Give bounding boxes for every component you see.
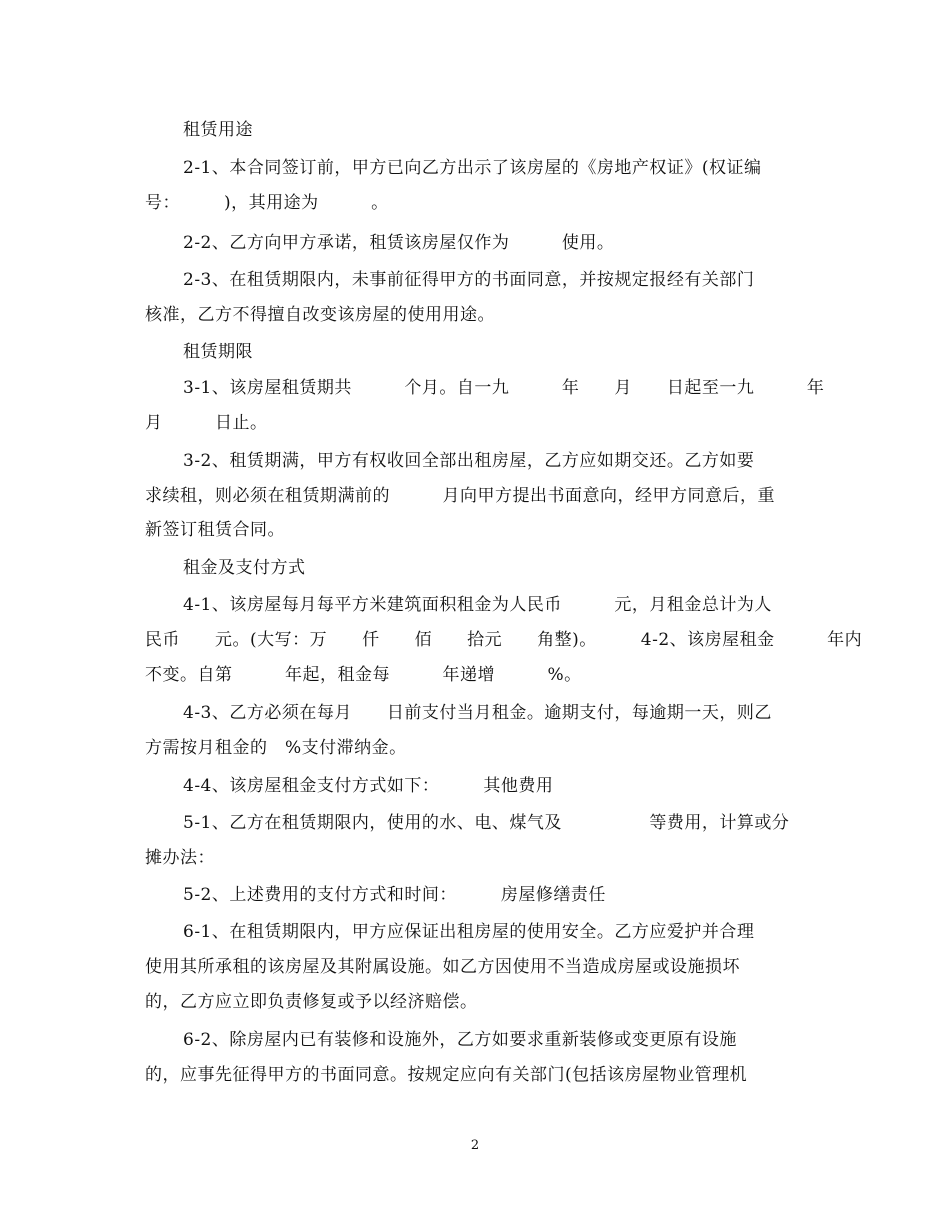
paragraph-line: 3-2、租赁期满，甲方有权收回全部出租房屋，乙方应如期交还。乙方如要 — [183, 451, 755, 471]
paragraph-line: 不变。自第 年起，租金每 年递增 %。 — [145, 665, 582, 685]
paragraph-line: 2-3、在租赁期限内，未事前征得甲方的书面同意，并按规定报经有关部门 — [183, 270, 755, 290]
paragraph-line: 的，应事先征得甲方的书面同意。按规定应向有关部门(包括该房屋物业管理机 — [145, 1065, 748, 1085]
paragraph-line: 核准，乙方不得擅自改变该房屋的使用用途。 — [145, 305, 495, 325]
paragraph-line: 的，乙方应立即负责修复或予以经济赔偿。 — [145, 992, 478, 1012]
paragraph-line: 6-1、在租赁期限内，甲方应保证出租房屋的使用安全。乙方应爱护并合理 — [183, 922, 755, 942]
paragraph-line: 2-1、本合同签订前，甲方已向乙方出示了该房屋的《房地产权证》(权证编 — [183, 158, 762, 178]
paragraph-line: 5-1、乙方在租赁期限内，使用的水、电、煤气及 等费用，计算或分 — [183, 813, 790, 833]
paragraph-line: 5-2、上述费用的支付方式和时间： 房屋修缮责任 — [183, 885, 606, 905]
paragraph-line: 方需按月租金的 %支付滞纳金。 — [145, 738, 407, 758]
paragraph-line: 4-1、该房屋每月每平方米建筑面积租金为人民币 元，月租金总计为人 — [183, 595, 772, 615]
paragraph-line: 摊办法： — [145, 848, 215, 868]
page-number: 2 — [470, 1138, 480, 1153]
paragraph-line: 4-3、乙方必须在每月 日前支付当月租金。逾期支付，每逾期一天，则乙 — [183, 703, 772, 723]
paragraph-line: 2-2、乙方向甲方承诺，租赁该房屋仅作为 使用。 — [183, 233, 615, 253]
section-heading-term: 租赁期限 — [183, 342, 253, 362]
paragraph-line: 新签订租赁合同。 — [145, 520, 285, 540]
paragraph-line: 4-4、该房屋租金支付方式如下： 其他费用 — [183, 776, 554, 796]
paragraph-line: 民币 元。(大写：万 仟 佰 拾元 角整)。 4-2、该房屋租金 年内 — [145, 630, 863, 650]
paragraph-line: 3-1、该房屋租赁期共 个月。自一九 年 月 日起至一九 年 — [183, 378, 825, 398]
paragraph-line: 使用其所承租的该房屋及其附属设施。如乙方因使用不当造成房屋或设施损坏 — [145, 957, 740, 977]
paragraph-line: 6-2、除房屋内已有装修和设施外，乙方如要求重新装修或变更原有设施 — [183, 1030, 737, 1050]
section-heading-usage: 租赁用途 — [183, 120, 253, 140]
paragraph-line: 号： )，其用途为 。 — [145, 193, 389, 213]
section-heading-rent: 租金及支付方式 — [183, 558, 306, 578]
paragraph-line: 求续租，则必须在租赁期满前的 月向甲方提出书面意向，经甲方同意后，重 — [145, 486, 775, 506]
paragraph-line: 月 日止。 — [145, 413, 268, 433]
